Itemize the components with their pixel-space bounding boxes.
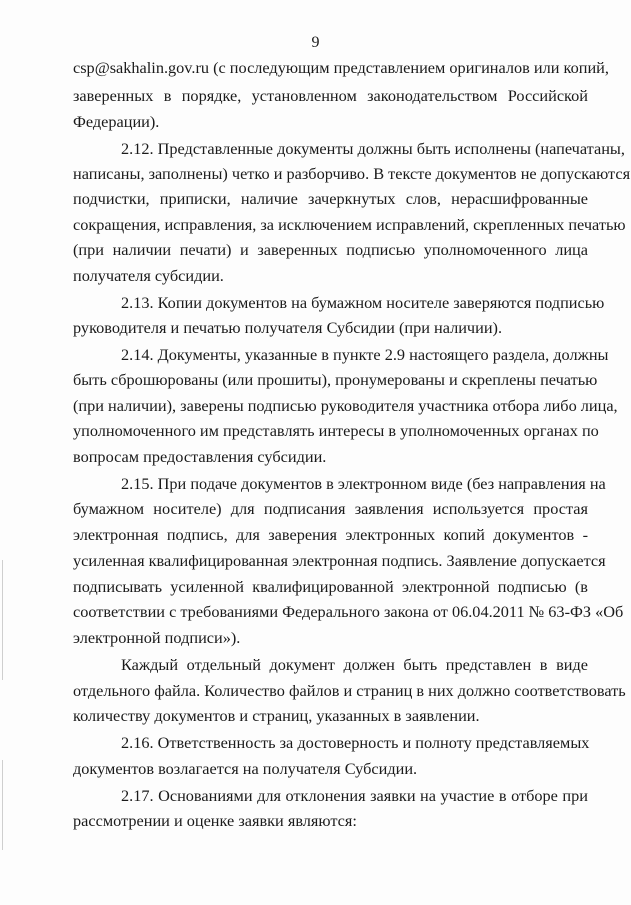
paragraph-first-line: 2.16. Ответственность за достоверность и полноту представляемых	[121, 733, 590, 752]
text-line: усиленная квалифицированная электронная подпись. Заявление допускается	[73, 551, 606, 570]
paragraph-first-line: 2.13. Копии документов на бумажном носителе заверяются подписью	[121, 293, 605, 312]
text-line: количеству документов и страниц, указанных в заявлении.	[73, 706, 480, 725]
text-line: написаны, заполнены) четко и разборчиво. В тексте документов не допускаются	[73, 164, 631, 183]
paragraph-first-line: Каждый отдельный документ должен быть представлен в виде	[121, 655, 588, 674]
scan-edge-mark	[2, 760, 3, 850]
text-line: соответствии с требованиями Федерального закона от 06.04.2011 № 63-ФЗ «Об	[73, 602, 624, 621]
text-line: вопросам предоставления субсидии.	[73, 447, 327, 466]
text-line: руководителя и печатью получателя Субсидии (при наличии).	[73, 318, 503, 337]
text-line: электронной подписи»).	[73, 628, 241, 647]
text-line: получателя субсидии.	[73, 266, 224, 285]
paragraph-first-line: 2.12. Представленные документы должны быть исполнены (напечатаны,	[121, 139, 625, 158]
paragraph-first-line: 2.15. При подаче документов в электронном виде (без направления на	[121, 474, 606, 493]
text-line: сокращения, исправления, за исключением исправлений, скрепленных печатью	[73, 215, 626, 234]
text-line: бумажном носителе) для подписания заявления используется простая	[73, 499, 588, 518]
scan-edge-mark	[2, 560, 3, 680]
text-line: рассмотрении и оценке заявки являются:	[73, 811, 357, 830]
text-line: документов возлагается на получателя Субсидии.	[73, 759, 418, 778]
text-line: (при наличии), заверены подписью руководителя участника отбора либо лица,	[73, 396, 618, 415]
paragraph-first-line: 2.17. Основаниями для отклонения заявки на участие в отборе при	[121, 786, 588, 805]
paragraph-first-line: 2.14. Документы, указанные в пункте 2.9 настоящего раздела, должны	[121, 345, 609, 364]
text-line: подписывать усиленной квалифицированной электронной подписью (в	[73, 577, 588, 596]
text-line: (при наличии печати) и заверенных подписью уполномоченного лица	[73, 240, 588, 259]
text-line: csp@sakhalin.gov.ru (с последующим представлением оригиналов или копий,	[73, 58, 609, 77]
text-line: подчистки, приписки, наличие зачеркнутых слов, нерасшифрованные	[73, 189, 588, 208]
text-line: заверенных в порядке, установленном законодательством Российской	[73, 86, 588, 105]
page-number: 9	[311, 34, 320, 51]
text-line: электронная подпись, для заверения электронных копий документов -	[73, 525, 588, 544]
text-line: Федерации).	[73, 112, 160, 131]
text-line: быть сброшюрованы (или прошиты), пронумерованы и скреплены печатью	[73, 370, 598, 389]
text-line: отдельного файла. Количество файлов и страниц в них должно соответствовать	[73, 681, 626, 700]
text-line: уполномоченного им представлять интересы в уполномоченных органах по	[73, 421, 599, 440]
